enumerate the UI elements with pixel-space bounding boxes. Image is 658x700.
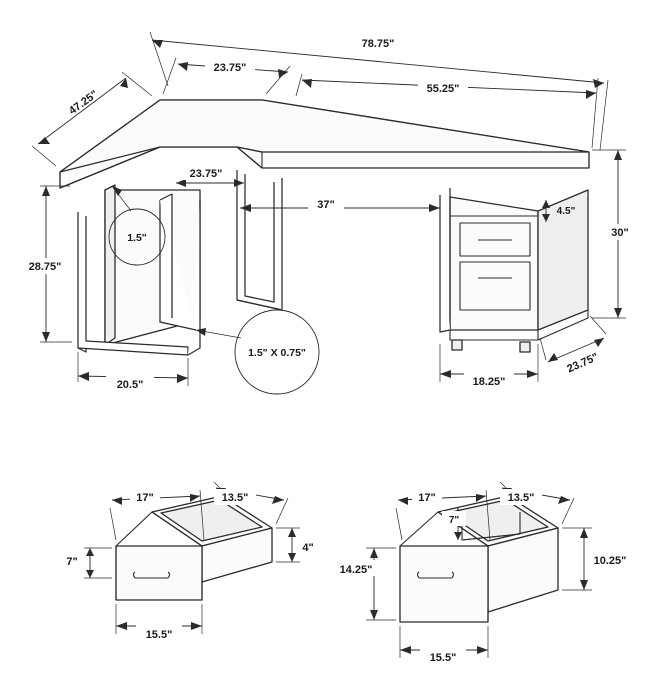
small-drawer-body: [116, 496, 272, 600]
dim-label-right-top-depth: 23.75": [565, 351, 601, 376]
dim-label-overall-width: 78.75": [361, 38, 395, 50]
dim-overall-height: [592, 150, 636, 318]
dim-label-frame-profile: 1.5" X 0.75": [248, 347, 306, 359]
dim-corner-width: [176, 164, 244, 187]
dim-file-drawer-face-width: [400, 626, 488, 664]
callout-frame-profile: [196, 310, 319, 394]
dim-label-left-top-width: 23.75": [213, 62, 247, 74]
small-drawer-detail: [58, 482, 320, 641]
dim-left-leg-width: [78, 352, 188, 391]
file-drawer-detail: [334, 482, 634, 664]
dim-label-left-leg-height: 28.75": [28, 261, 62, 273]
pedestal-support-post: [440, 188, 450, 332]
dim-label-small-drawer-face-width: 15.5": [145, 629, 173, 641]
center-frame: [237, 170, 282, 310]
dim-file-drawer-face-height: [334, 548, 396, 620]
dim-label-file-drawer-inner-depth: 13.5": [507, 492, 535, 504]
dim-label-right-top-width: 55.25": [426, 83, 460, 95]
desk-assembly-view: [18, 32, 636, 394]
dim-label-small-drawer-inner-depth: 13.5": [221, 492, 249, 504]
dim-label-file-drawer-face-height: 14.25": [339, 564, 373, 576]
dim-label-drawer-face-gap: 4.5": [556, 206, 576, 217]
dim-small-drawer-face-height: [276, 528, 320, 562]
dim-label-file-drawer-inner-height: 7": [448, 515, 460, 526]
dim-small-drawer-inner-height: [58, 548, 112, 578]
dim-label-top-thickness: 1.5": [127, 232, 147, 244]
dim-label-small-drawer-inner-width: 17": [136, 492, 154, 504]
dim-left-top-width: [163, 58, 290, 94]
dim-small-drawer-face-width: [116, 604, 202, 641]
dim-label-file-drawer-inner-width: 17": [418, 492, 436, 504]
dim-label-knee-clearance-width: 37": [317, 199, 335, 211]
dim-label-left-leg-width: 20.5": [116, 379, 144, 391]
dim-label-small-drawer-inner-height: 7": [66, 556, 78, 568]
dim-left-leg-height: [18, 186, 72, 342]
dim-label-overall-height: 30": [611, 227, 629, 239]
dim-label-file-drawer-side-height: 10.25": [593, 555, 627, 567]
file-drawer-body: [400, 496, 558, 622]
dim-label-small-drawer-face-height: 4": [302, 542, 314, 554]
dim-label-file-drawer-face-width: 15.5": [429, 652, 457, 664]
desk-top-surface: [60, 100, 589, 188]
dim-label-left-top-depth: 47.25": [66, 88, 101, 118]
dim-file-drawer-side-height: [562, 528, 634, 590]
dim-label-corner-width: 23.75": [189, 168, 223, 180]
dim-label-pedestal-width: 18.25": [472, 376, 506, 388]
